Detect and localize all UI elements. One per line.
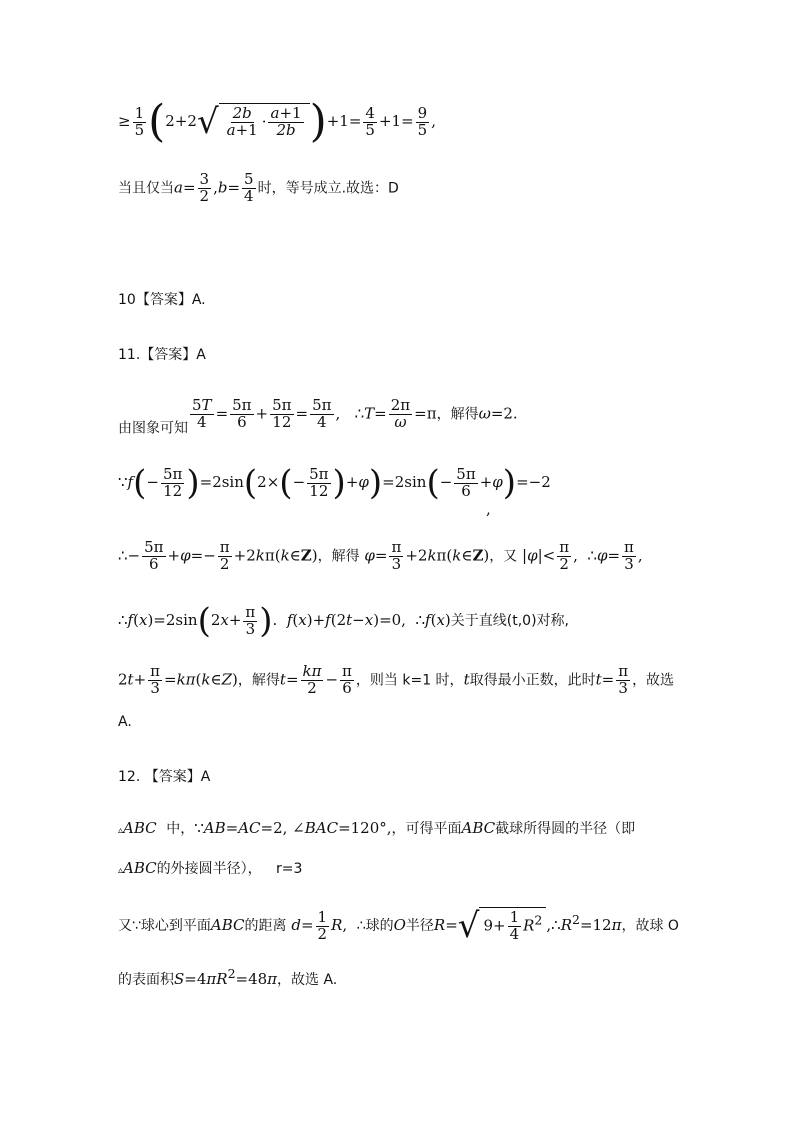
choice-a: A. [118,714,132,730]
answer-10: 10【答案】A. [118,292,206,308]
math-line-function: ∴f(x)=2sin(2x+ $\frac{\pi}{3}$ ). f(x)+f(2t−x)=0, ∴f(x)关于直线(t,0)对称, [118,601,570,641]
math-line-f-value: ∵f(− $\frac{5\pi}{12}$ )=2sin(2×(− $\frac{5\pi}{12}$ )+φ)=2sin(− $\frac{5\pi}{6}$ +φ)=−2 [118,463,551,503]
comma-mark: , [486,500,491,518]
answer-12: 12. 【答案】A [118,769,211,785]
math-line-surface-area: 的表面积$S=4\pi R^2=48\pi$，故选 A. [118,966,338,988]
math-line-inequality: ≥ $\frac{1}{5}$ (2+2√ $\frac{2b}{a+1}$ · $\frac{a+1}{2b}$ )+1= $\frac{4}{5}$ +1= $\frac{9}{5}$ , [118,96,436,147]
math-line-t: 2t+ $\frac{\pi}{3}$ =kπ(k∈Z)，解得t= $\frac{k\pi}{2}$ − $\frac{\pi}{6}$ ，则当 k=1 时，t取得最小正数，此时t= $\frac{\pi}{3}$ ，故选 [118,662,675,697]
math-line-triangle: ▵ABC 中，∵AB=AC=2, ∠BAC=120°,，可得平面ABC截球所得圆的半径（即 [118,819,636,837]
math-line-circumradius: ▵ABC的外接圆半径）， r=3 [118,859,303,877]
math-line-phi: ∴− $\frac{5\pi}{6}$ +φ=− $\frac{\pi}{2}$ +2kπ(k∈Z)，解得 φ= $\frac{\pi}{3}$ +2kπ(k∈Z)，又 |φ|< $\frac{\pi}{2}$ , ∴φ= $\frac{\pi}{3}$ , [118,538,643,573]
math-line-sphere-radius: 又∵球心到平面ABC的距离 d= $\frac{1}{2}$ R, ∴球的O半径R=√ 9+ $\frac{1}{4}$ $R^2$ $,\therefore R^2=12\pi$，故球 O [118,906,679,946]
math-line-period: 由图象可知 $\frac{5T}{4}$ = $\frac{5\pi}{6}$ + $\frac{5\pi}{12}$ = $\frac{5\pi}{4}$ , ∴T= $\frac{2\pi}{\omega}$ =π，解得ω=2. [118,396,518,437]
answer-11: 11.【答案】A [118,347,206,363]
text-line-equality-condition: 当且仅当a= $\frac{3}{2}$ ,b= $\frac{5}{4}$ 时，等号成立.故选：D [118,170,399,205]
